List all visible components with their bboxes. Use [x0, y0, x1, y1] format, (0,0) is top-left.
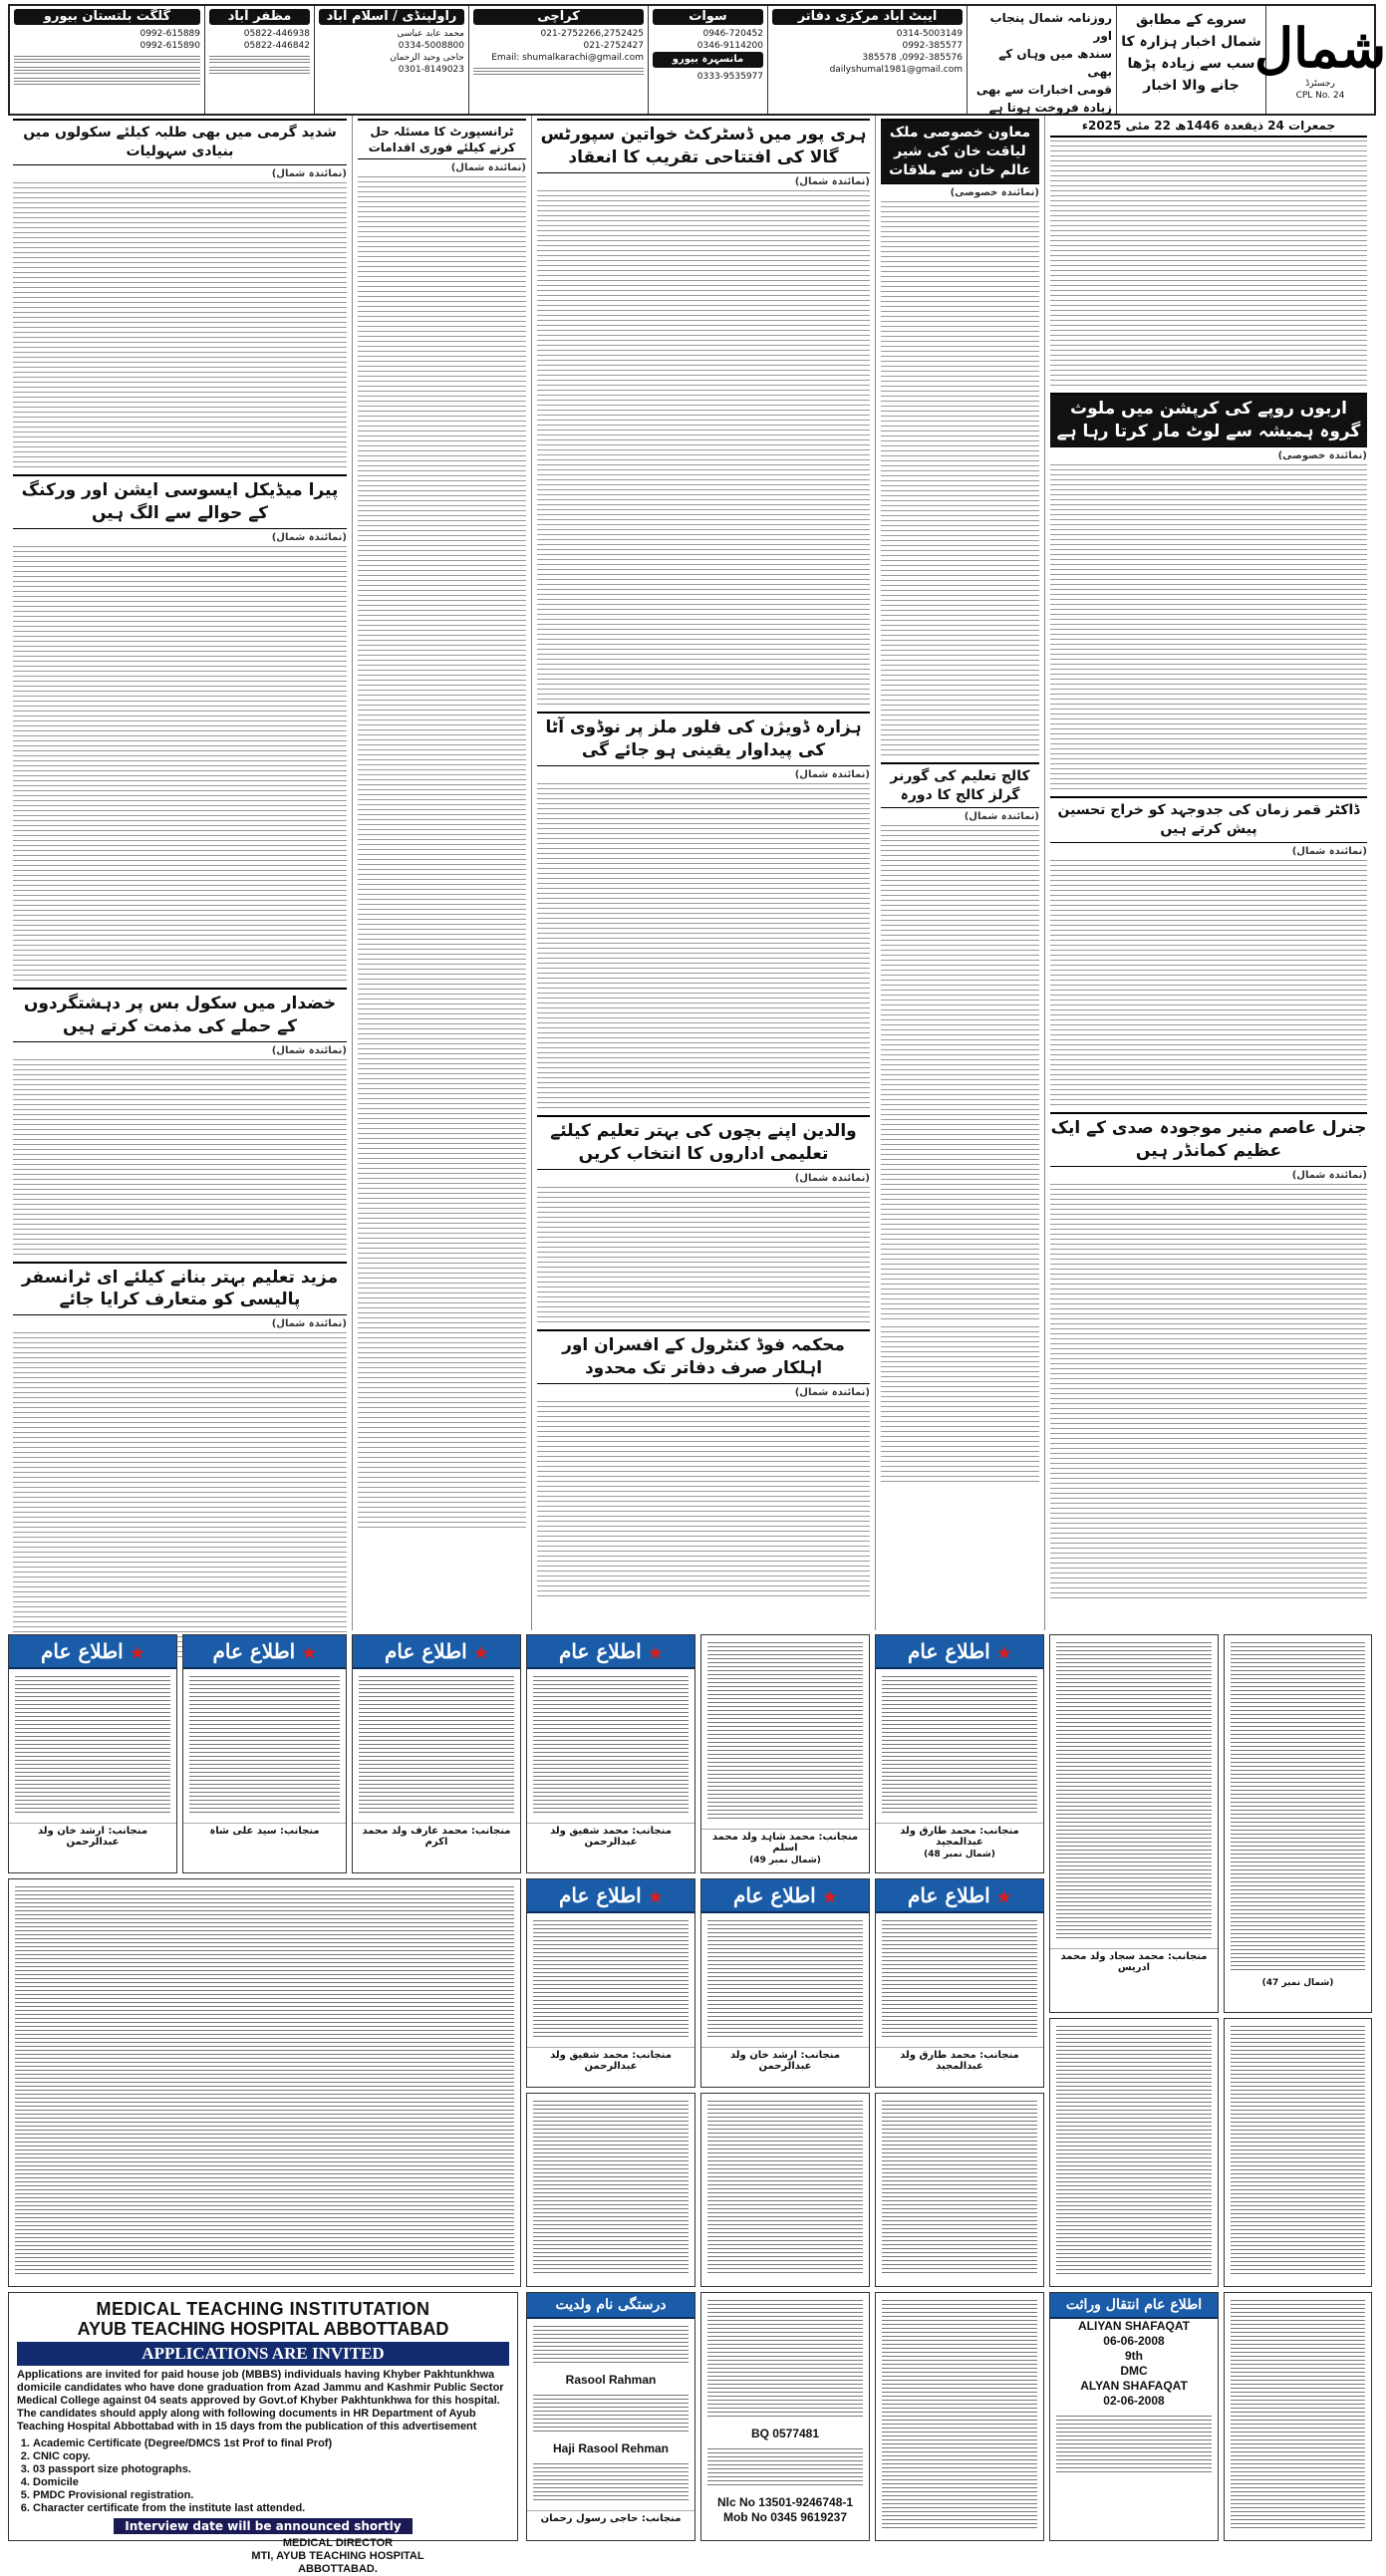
notice-foot: منجانب: حاجی رسول رحمان [527, 2510, 694, 2526]
notice-bq-number: BQ 0577481 [750, 2427, 820, 2440]
notice-box [8, 1634, 177, 1873]
article-body [537, 1187, 870, 1326]
article-body [537, 783, 870, 1112]
notice-class: 9th [1125, 2349, 1143, 2363]
notice-foot: منجانب: محمد عارف ولد محمد اکرم [353, 1823, 520, 1850]
notice-heading-text: اطلاع عام [907, 1639, 990, 1663]
headline: محکمہ فوڈ کنٹرول کے افسران اور اہلکار صرف دفاتر تک محدود [537, 1329, 870, 1384]
notice-box [526, 1878, 695, 2088]
notice-foot: منجانب: سید علی شاہ [183, 1823, 346, 1839]
notice-foot: منجانب: محمد شاہد ولد محمد اسلم [701, 1829, 869, 1856]
notice-box [1049, 1634, 1219, 2013]
office-line: 021-2752266,2752425 [540, 29, 644, 39]
notice-heading [9, 1635, 176, 1669]
headline: والدین اپنے بچوں کی بہتر تعلیم کیلئے تعلیمی اداروں کا انتخاب کریں [537, 1115, 870, 1170]
column-4 [352, 116, 531, 1630]
notice-foot: منجانب: محمد شفیق ولد عبدالرحمن [527, 1823, 694, 1850]
masthead-logo [1253, 6, 1386, 114]
ad-requirement: 6. Character certificate from the institute last attended. [33, 2502, 509, 2515]
notice-box [1049, 2018, 1219, 2287]
notice-foot: منجانب: محمد طارق ولد عبدالمجید [876, 2047, 1043, 2074]
notice-heading [353, 1635, 520, 1669]
headline: جنرل عاصم منیر موجودہ صدی کے ایک عظیم کمانڈر ہیں [1050, 1112, 1367, 1167]
office-line: 0946-720452 [702, 29, 763, 39]
notice-box [1224, 2018, 1372, 2287]
info-line: سندھ میں وہاں کے بھی [998, 47, 1112, 79]
articles-area [8, 116, 1372, 1630]
office-line: 0992-615890 [139, 41, 200, 51]
headline: ہری پور میں ڈسٹرکٹ خواتین سپورٹس گالا کی افتتاحی تقریب کا انعقاد [537, 119, 870, 173]
notice-foot: منجانب: محمد طارق ولد عبدالمجید [876, 1823, 1043, 1850]
notice-heading [876, 1635, 1043, 1669]
star-icon: ★ [302, 1643, 317, 1662]
ad-requirement: 5. PMDC Provisional registration. [33, 2489, 509, 2502]
headline: اربوں روپے کی کرپشن میں ملوث گروہ ہمیشہ سے لوٹ مار کرتا رہا ہے [1050, 393, 1367, 447]
article-body [881, 1326, 1039, 1486]
office-line: dailyshumal1981@gmail.com [829, 65, 963, 75]
notice-number: (شمال نمبر 47) [1261, 1978, 1334, 1988]
office-karachi [468, 6, 648, 114]
notice-body [1050, 1635, 1218, 1948]
notice-box [875, 1634, 1044, 1873]
office-line: 0333-9535977 [696, 72, 763, 82]
notice-body [1225, 1635, 1371, 1978]
notice-heading-text: اطلاع عام [212, 1639, 296, 1663]
notice-name: ALYAN SHAFAQAT [1080, 2379, 1188, 2393]
ad-requirement: 2. CNIC copy. [33, 2450, 509, 2463]
slogan-text: سروے کے مطابق شمال اخبار ہزارہ کا سب سے زیادہ پڑھا جانے والا اخبار [1121, 12, 1261, 94]
article-body [13, 1332, 347, 1661]
notice-name: Rasool Rahman [565, 2373, 657, 2387]
notice-number: (شمال نمبر 48) [924, 1850, 995, 1860]
notice-box [182, 1634, 347, 1873]
notice-foot: منجانب: محمد شفیق ولد عبدالرحمن [527, 2047, 694, 2074]
notice-box [1224, 2292, 1372, 2541]
office-abbottabad [767, 6, 967, 114]
headline: کالج تعلیم کی گورنر گرلز کالج کا دورہ [881, 762, 1039, 809]
office-city: سوات [653, 9, 763, 25]
notice-date: 02-06-2008 [1103, 2394, 1165, 2408]
notice-box [875, 2292, 1044, 2541]
notice-mobile: Mob No 0345 9619237 [722, 2510, 848, 2524]
office-gilgit [10, 6, 204, 114]
office-line: 0334-5008800 [398, 41, 464, 51]
office-city: کراچی [473, 9, 644, 25]
office-line: 0301-8149023 [398, 65, 464, 75]
column-1 [1044, 116, 1372, 1630]
notice-name: ALIYAN SHAFAQAT [1077, 2319, 1190, 2333]
ad-signature [166, 2537, 509, 2576]
ad-interview-note: Interview date will be announced shortly [114, 2518, 413, 2534]
article-body [537, 190, 870, 709]
office-line: حاجی وحید الرحمان [390, 53, 464, 63]
office-city: مانسہرہ بیورو [653, 52, 763, 68]
byline: (نمائندہ شمال) [1291, 845, 1367, 857]
notice-box [1224, 1634, 1372, 2013]
byline: (نمائندہ شمال) [271, 1044, 347, 1056]
byline: (نمائندہ شمال) [794, 768, 870, 780]
office-line: 05822-446842 [243, 41, 310, 51]
notice-heading: درستگی نام ولدیت [527, 2293, 694, 2319]
ad-sign-line: ABBOTTABAD. [298, 2563, 378, 2575]
star-icon: ★ [822, 1887, 838, 1906]
byline: (نمائندہ خصوصی) [1277, 449, 1367, 461]
logo-text: شمال [1253, 16, 1386, 80]
ad-requirement: 1. Academic Certificate (Degree/DMCS 1st Prof to final Prof) [33, 2437, 509, 2450]
registration-number: CPL No. 24 [1295, 91, 1345, 101]
ad-banner: APPLICATIONS ARE INVITED [17, 2342, 509, 2366]
article-body [13, 1059, 347, 1259]
headline: پیرا میڈیکل ایسوسی ایشن اور ورکنگ کے حوالے سے الگ ہیں [13, 474, 347, 529]
notice-foot: منجانب: ارشد خان ولد عبدالرحمن [9, 1823, 176, 1850]
office-city: راولپنڈی / اسلام آباد [319, 9, 464, 25]
notice-box [700, 1878, 870, 2088]
notice-date: 06-06-2008 [1103, 2334, 1165, 2348]
notice-transfer [1049, 2292, 1219, 2541]
notice-box [875, 1878, 1044, 2088]
notice-heading-text: اطلاع عام [40, 1639, 124, 1663]
byline: (نمائندہ شمال) [271, 167, 347, 179]
office-line: 05822-446938 [243, 29, 310, 39]
notice-number: (شمال نمبر 49) [749, 1856, 821, 1865]
notice-heading [527, 1635, 694, 1669]
headline: معاون خصوصی ملک لیاقت خان کی شیر عالم خان سے ملاقات [881, 119, 1039, 184]
notice-heading: اطلاع عام انتقال وراثت [1050, 2293, 1218, 2319]
notice-name: Haji Rasool Rehman [552, 2441, 670, 2455]
column-3 [531, 116, 875, 1630]
masthead-info [967, 6, 1116, 114]
star-icon: ★ [996, 1643, 1012, 1662]
ad-title: MEDICAL TEACHING INSTITUTATION [96, 2299, 430, 2319]
office-line: 0346-9114200 [696, 41, 763, 51]
star-icon: ★ [996, 1887, 1012, 1906]
byline: (نمائندہ شمال) [794, 175, 870, 187]
ad-requirement: 3. 03 passport size photographs. [33, 2463, 509, 2476]
article-body [881, 201, 1039, 759]
ad-sign-line: MTI, AYUB TEACHING HOSPITAL [251, 2550, 424, 2562]
medical-ad [8, 2292, 518, 2575]
byline: (نمائندہ شمال) [271, 531, 347, 543]
notice-heading [527, 1879, 694, 1913]
notice-heading-text: اطلاع عام [732, 1883, 816, 1907]
star-icon: ★ [648, 1887, 664, 1906]
notice-name-change [526, 2292, 695, 2541]
info-line: قومی اخبارات سے بھی [975, 83, 1112, 97]
masthead [8, 4, 1386, 116]
office-muzaffarabad [204, 6, 314, 114]
article-body [13, 182, 347, 471]
headline: مزید تعلیم بہتر بنانے کیلئے ای ٹرانسفر پالیسی کو متعارف کرایا جائے [13, 1262, 347, 1316]
ad-sign-line: MEDICAL DIRECTOR [282, 2537, 394, 2549]
notice-box [700, 2093, 870, 2287]
notice-bq [700, 2292, 870, 2541]
byline: (نمائندہ شمال) [450, 162, 526, 174]
headline: شدید گرمی میں بھی طلبہ کیلئے سکولوں میں بنیادی سہولیات [13, 119, 347, 165]
notice-foot: منجانب: ارشد خان ولد عبدالرحمن [701, 2047, 869, 2074]
office-city: مظفر آباد [209, 9, 310, 25]
office-line: 0992-615889 [139, 29, 200, 39]
article-body [1050, 1184, 1367, 1602]
byline: (نمائندہ شمال) [271, 1318, 347, 1330]
article-body [13, 546, 347, 985]
headline: ہزارہ ڈویژن کی فلور ملز پر نوڈوی آٹا کی پیداوار یقینی ہو جائے گی [537, 712, 870, 766]
article-body [1050, 464, 1367, 793]
byline: (نمائندہ خصوصی) [950, 186, 1039, 198]
notice-box [526, 1634, 695, 1873]
article-body [1050, 141, 1367, 390]
column-5 [8, 116, 352, 1630]
notices-area [8, 1634, 1372, 2575]
headline: ٹرانسپورٹ کا مسئلہ حل کرنے کیلئے فوری اقدامات [358, 119, 526, 159]
office-line: محمد عابد عباسی [397, 29, 464, 39]
article-body [1050, 860, 1367, 1109]
article-body [358, 176, 526, 1532]
notice-box [526, 2093, 695, 2287]
notice-box [700, 1634, 870, 1873]
headline: خضدار میں سکول بس پر دہشتگردوں کے حملے کی مذمت کرتے ہیں [13, 988, 347, 1042]
notice-heading [701, 1879, 869, 1913]
star-icon: ★ [648, 1643, 664, 1662]
office-line: 0314-5003149 [896, 29, 963, 39]
byline: (نمائندہ شمال) [794, 1172, 870, 1184]
byline: (نمائندہ شمال) [1291, 1169, 1367, 1181]
ad-body: Applications are invited for paid house job (MBBS) individuals having Khyber Pakhtunkhwa domicile candidates who have done graduation from Azad Jammu and Kashmir Public Sector Medical College against 04 seats approved by Govt.of Khyber Pakhtunkhwa for this hospital. The candidates should apply along with following documents in HR Department of Ayub Teaching Hospital Abbottabad with in 15 days from the publication of this advertisement [17, 2369, 504, 2433]
notice-heading [876, 1879, 1043, 1913]
office-line: 0992-385576, 385578 [862, 53, 963, 63]
notice-box [8, 1878, 521, 2287]
info-line: زیادہ فروخت ہوتا ہے [988, 101, 1112, 115]
column-2 [875, 116, 1044, 1630]
notice-heading-text: اطلاع عام [558, 1639, 642, 1663]
office-line: Email: shumalkarachi@gmail.com [491, 53, 644, 63]
article-body [881, 825, 1039, 1323]
office-line: 021-2752427 [583, 41, 644, 51]
office-rawalpindi [314, 6, 468, 114]
notice-heading-text: اطلاع عام [558, 1883, 642, 1907]
ad-requirements-list [33, 2437, 509, 2515]
masthead-slogan [1116, 6, 1265, 114]
office-swat [648, 6, 767, 114]
notice-heading [183, 1635, 346, 1669]
byline: (نمائندہ شمال) [794, 1386, 870, 1398]
office-city: ایبٹ آباد مرکزی دفاتر [772, 9, 963, 25]
star-icon: ★ [130, 1643, 145, 1662]
star-icon: ★ [473, 1643, 489, 1662]
ad-requirement: 4. Domicile [33, 2476, 509, 2489]
headline: ڈاکٹر قمر زمان کی جدوجہد کو خراج تحسین پیش کرتے ہیں [1050, 796, 1367, 843]
ad-subtitle: AYUB TEACHING HOSPITAL ABBOTTABAD [77, 2319, 449, 2339]
article-body [537, 1401, 870, 1600]
notice-box [875, 2093, 1044, 2287]
byline: (نمائندہ شمال) [964, 811, 1039, 823]
info-line: روزنامہ شمال پنجاب اور [989, 11, 1112, 43]
office-line: 0992-385577 [902, 41, 963, 51]
notice-heading-text: اطلاع عام [384, 1639, 467, 1663]
registration-label: رجسٹرڈ [1305, 79, 1335, 89]
dateline: جمعرات 24 ذیقعدہ 1446ھ 22 مئی 2025ء [1050, 116, 1367, 138]
notice-heading-text: اطلاع عام [907, 1883, 990, 1907]
notice-cnic: Nlc No 13501-9246748-1 [716, 2495, 854, 2509]
notice-doc: DMC [1120, 2364, 1148, 2378]
notice-foot: منجانب: محمد سجاد ولد محمد ادریس [1050, 1948, 1218, 1975]
office-city: گلگت بلتستان بیورو [14, 9, 200, 25]
notice-box [352, 1634, 521, 1873]
